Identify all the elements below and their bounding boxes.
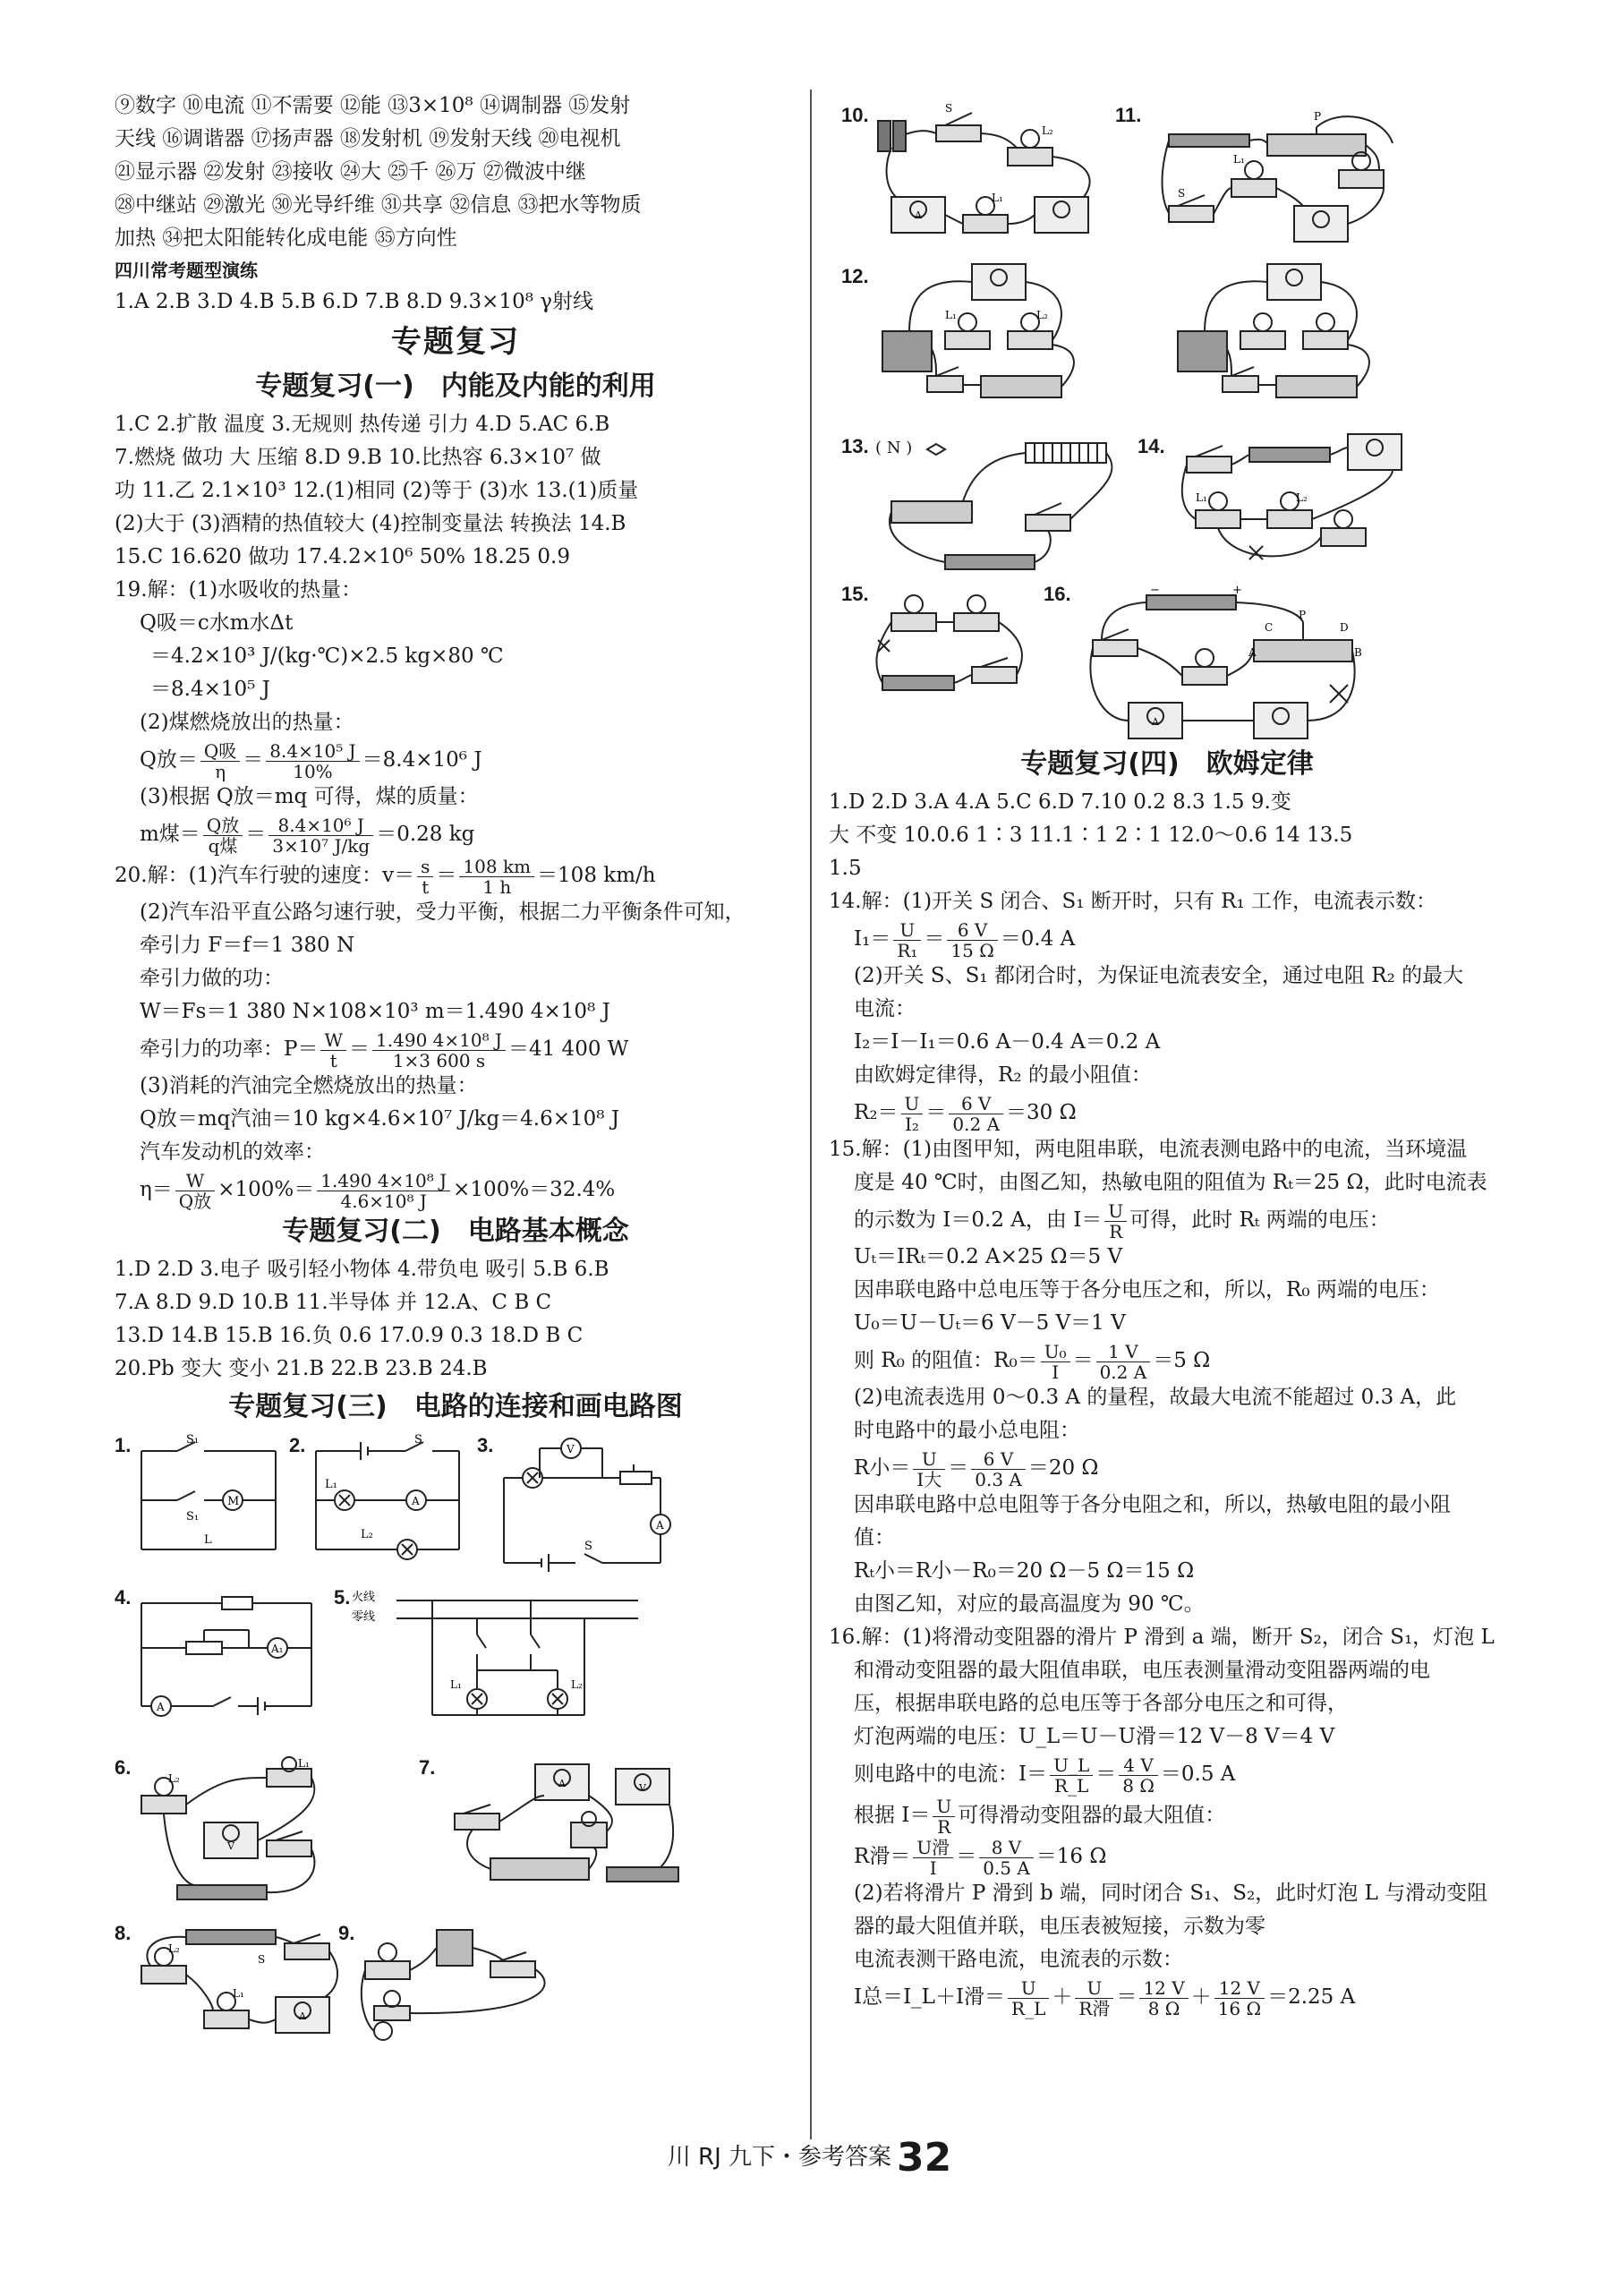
fig-label: 8. bbox=[115, 1922, 132, 1944]
svg-text:A: A bbox=[157, 1701, 165, 1713]
q14-line: I₂＝I－I₁＝0.6 A－0.4 A＝0.2 A bbox=[854, 1030, 1161, 1054]
s2-line: 20.Pb 变大 变小 21.B 22.B 23.B 24.B bbox=[115, 1357, 488, 1380]
s2-line: 1.D 2.D 3.电子 吸引轻小物体 4.带负电 吸引 5.B 6.B bbox=[115, 1258, 609, 1281]
svg-text:D: D bbox=[1340, 621, 1349, 634]
svg-text:V: V bbox=[227, 1840, 234, 1852]
svg-text:零线: 零线 bbox=[352, 1610, 376, 1624]
column-divider bbox=[810, 90, 812, 2139]
svg-text:L₂: L₂ bbox=[571, 1678, 583, 1691]
section-3-title: 专题复习(三) 电路的连接和画电路图 bbox=[228, 1391, 683, 1422]
page-footer bbox=[0, 2135, 1619, 2181]
physical-circuit-7 bbox=[437, 1760, 687, 1903]
circuit-diagram-1 bbox=[132, 1433, 285, 1563]
section-1-title: 专题复习(一) 内能及内能的利用 bbox=[255, 371, 656, 402]
sichuan-heading: 四川常考题型演练 bbox=[115, 260, 258, 281]
fig-label: 10. bbox=[841, 104, 869, 126]
physical-circuit-15 bbox=[873, 586, 1035, 721]
q15-line: (2)电流表选用 0～0.3 A 的量程，故最大电流不能超过 0.3 A，此 bbox=[854, 1386, 1457, 1409]
svg-text:L₁: L₁ bbox=[325, 1478, 337, 1491]
section-2-title: 专题复习(二) 电路基本概念 bbox=[282, 1216, 629, 1247]
fig-label: 9. bbox=[338, 1922, 355, 1944]
q14-head: 14.解：(1)开关 S 闭合、S₁ 断开时，只有 R₁ 工作，电流表示数： bbox=[829, 890, 1436, 913]
q15-line: 由图乙知，对应的最高温度为 90 ℃。 bbox=[854, 1592, 1205, 1616]
svg-text:V: V bbox=[567, 1443, 575, 1455]
intro-line: ⑨数字 ⑩电流 ⑪不需要 ⑫能 ⑬3×10⁸ ⑭调制器 ⑮发射 bbox=[115, 94, 631, 117]
svg-text:L₂: L₂ bbox=[1036, 309, 1048, 321]
big-title: 专题复习 bbox=[391, 324, 520, 360]
q19-formula: ＝4.2×10³ J/(kg·℃)×2.5 kg×80 ℃ bbox=[150, 644, 504, 668]
physical-circuit-8 bbox=[132, 1925, 347, 2042]
s1-line: 1.C 2.扩散 温度 3.无规则 热传递 引力 4.D 5.AC 6.B bbox=[115, 413, 610, 436]
svg-text:L₂: L₂ bbox=[1296, 491, 1308, 504]
sichuan-answers: 1.A 2.B 3.D 4.B 5.B 6.D 7.B 8.D 9.3×10⁸ γ射线 bbox=[115, 290, 593, 313]
svg-text:火线: 火线 bbox=[352, 1591, 376, 1604]
svg-text:L₂: L₂ bbox=[361, 1528, 373, 1541]
physical-circuit-14 bbox=[1178, 430, 1410, 582]
fig-label: 12. bbox=[841, 265, 869, 287]
q15-line: Uₜ＝IRₜ＝0.2 A×25 Ω＝5 V bbox=[854, 1245, 1123, 1268]
q16-line: 16.解：(1)将滑动变阻器的滑片 P 滑到 a 端，断开 S₂，闭合 S₁，灯泡 L bbox=[829, 1626, 1495, 1649]
q20-line: 牵引力做的功： bbox=[140, 967, 284, 990]
svg-text:L₁: L₁ bbox=[1196, 491, 1207, 504]
physical-circuit-9 bbox=[356, 1925, 571, 2042]
intro-line: 天线 ⑯调谐器 ⑰扬声器 ⑱发射机 ⑲发射天线 ⑳电视机 bbox=[115, 127, 621, 150]
q19-part3: (3)根据 Q放＝mq 可得，煤的质量： bbox=[140, 785, 479, 808]
svg-text:L₂: L₂ bbox=[168, 1942, 180, 1955]
q20-line: (2)汽车沿平直公路匀速行驶，受力平衡，根据二力平衡条件可知， bbox=[140, 900, 746, 924]
q15-line: 因串联电路中总电压等于各分电压之和，所以，R₀ 两端的电压： bbox=[854, 1278, 1440, 1302]
q19-formula: ＝8.4×10⁵ J bbox=[150, 678, 270, 701]
svg-text:S: S bbox=[258, 1953, 266, 1966]
q14-line: 由欧姆定律得，R₂ 的最小阻值： bbox=[854, 1063, 1152, 1087]
q20-line: 汽车发动机的效率： bbox=[140, 1140, 325, 1164]
q19-formula-frac: Q放＝ $\frac{\text{Q吸}}{\eta}$ ＝ $\frac{\text{8.4×10⁵ J}}{10\%}$ ＝8.4×10⁶ J bbox=[140, 739, 482, 782]
fig-label: 3. bbox=[477, 1434, 494, 1456]
q15-formula: R小＝ $\frac{U}{\text{I大}}$ ＝ $\frac{6 V}{0.3 A}$ ＝20 Ω bbox=[854, 1447, 1099, 1490]
switch-label: S₁ bbox=[186, 1510, 200, 1524]
q20-line: 牵引力 F＝f＝1 380 N bbox=[140, 934, 355, 957]
q14-formula: I₁＝ $\frac{U}{\text{R₁}}$ ＝ $\frac{6 V}{15 \Omega}$ ＝0.4 A bbox=[854, 918, 1076, 961]
q16-line: 和滑动变阻器的最大阻值串联，电压表测量滑动变阻器两端的电 bbox=[854, 1659, 1430, 1682]
fig-label: 1. bbox=[115, 1434, 132, 1456]
fig-label: 15. bbox=[841, 583, 869, 605]
circuit-diagram-4 bbox=[132, 1590, 329, 1724]
fig-label: 2. bbox=[289, 1434, 306, 1456]
intro-line: 加热 ㉞把太阳能转化成电能 ㉟方向性 bbox=[115, 226, 457, 250]
svg-text:A: A bbox=[1152, 716, 1159, 728]
q16-line: 电流表测干路电流，电流表的示数： bbox=[854, 1948, 1183, 1971]
q19-part2: (2)煤燃烧放出的热量： bbox=[140, 711, 354, 734]
q19-head: 19.解：(1)水吸收的热量： bbox=[115, 578, 362, 602]
s4-line: 大 不变 10.0.6 1∶3 11.1∶1 2∶1 12.0～0.6 14 13.5 bbox=[829, 824, 1353, 847]
fig13-prefix: ( N ) bbox=[875, 439, 913, 457]
q15-line: 值： bbox=[854, 1526, 895, 1549]
q15-line: Rₜ小＝R小－R₀＝20 Ω－5 Ω＝15 Ω bbox=[854, 1559, 1195, 1583]
fig-label: 14. bbox=[1138, 435, 1165, 457]
fig-label: 13. bbox=[841, 435, 869, 457]
svg-text:A: A bbox=[915, 209, 922, 221]
page-number: 32 bbox=[897, 2135, 952, 2181]
right-figures bbox=[829, 90, 1505, 743]
s1-line: 7.燃烧 做功 大 压缩 8.D 9.B 10.比热容 6.3×10⁷ 做 bbox=[115, 446, 601, 469]
fig-label: 4. bbox=[115, 1586, 132, 1609]
fig-label: 16. bbox=[1044, 583, 1071, 605]
physical-circuit-11 bbox=[1160, 107, 1402, 251]
left-column bbox=[115, 90, 797, 2037]
svg-text:S: S bbox=[414, 1433, 422, 1447]
s2-line: 13.D 14.B 15.B 16.负 0.6 17.0.9 0.3 18.D B C bbox=[115, 1324, 584, 1347]
q15-line: 15.解：(1)由图甲知，两电阻串联，电流表测电路中的电流，当环境温 bbox=[829, 1138, 1468, 1161]
q16-line: 压，根据串联电路的总电压等于各部分电压之和可得， bbox=[854, 1692, 1348, 1715]
motor-label: M bbox=[227, 1495, 240, 1508]
physical-circuit-6 bbox=[132, 1757, 347, 1903]
q16-formula: 则电路中的电流：I＝ $\frac{U\_L}{R\_L}$ ＝ $\frac{4 V}{8 \Omega}$ ＝0.5 A bbox=[854, 1754, 1236, 1797]
svg-text:L₂: L₂ bbox=[1042, 124, 1053, 137]
s1-line: 15.C 16.620 做功 17.4.2×10⁶ 50% 18.25 0.9 bbox=[115, 545, 570, 568]
q15-line: 因串联电路中总电阻等于各分电阻之和，所以，热敏电阻的最小阻 bbox=[854, 1493, 1451, 1516]
svg-text:A: A bbox=[1248, 646, 1257, 659]
svg-text:S: S bbox=[945, 102, 953, 115]
q20-line: Q放＝mq汽油＝10 kg×4.6×10⁷ J/kg＝4.6×10⁸ J bbox=[140, 1107, 620, 1131]
svg-text:B: B bbox=[1354, 646, 1362, 659]
fig-label: 7. bbox=[419, 1756, 436, 1779]
switch-label: S₁ bbox=[186, 1433, 200, 1447]
q15-line: 时电路中的最小总电阻： bbox=[854, 1419, 1080, 1442]
q14-line: 电流： bbox=[854, 997, 916, 1020]
physical-circuit-10 bbox=[873, 98, 1106, 251]
svg-text:A: A bbox=[299, 2010, 306, 2022]
svg-text:−: − bbox=[1150, 584, 1160, 597]
physical-circuit-13 bbox=[873, 439, 1133, 582]
physical-circuit-12a bbox=[873, 260, 1169, 412]
svg-text:L₁: L₁ bbox=[450, 1678, 462, 1691]
circuit-diagram-3 bbox=[495, 1438, 674, 1572]
svg-text:V: V bbox=[639, 1782, 646, 1794]
svg-text:S: S bbox=[1178, 187, 1186, 200]
fig-label: 6. bbox=[115, 1756, 132, 1779]
svg-text:L₁: L₁ bbox=[945, 309, 957, 321]
s1-line: 功 11.乙 2.1×10³ 12.(1)相同 (2)等于 (3)水 13.(1)质量 bbox=[115, 479, 639, 502]
fig-label: 11. bbox=[1115, 104, 1142, 126]
q16-line: 器的最大阻值并联，电压表被短接，示数为零 bbox=[854, 1915, 1265, 1938]
q20-line: W＝Fs＝1 380 N×108×10³ m＝1.490 4×10⁸ J bbox=[140, 1000, 610, 1023]
q16-formula: R滑＝ $\frac{\text{U滑}}{I}$ ＝ $\frac{8 V}{0.5 A}$ ＝16 Ω bbox=[854, 1836, 1107, 1879]
q20-efficiency: η＝ $\frac{W}{\text{Q放}}$ ×100%＝ $\frac{\text{1.490 4×10⁸ J}}{\text{4.6×10⁸ J}}$ ×100%＝32.4% bbox=[140, 1169, 616, 1212]
q16-formula: I总＝I_L＋I滑＝ $\frac{U}{R\_L}$ ＋ $\frac{U}{\text{R滑}}$ ＝ $\frac{12 V}{8 \Omega}$ ＋ $\frac{12 V}{16 \Omega}$ ＝2.25 A bbox=[854, 1976, 1356, 2019]
physical-circuit-16 bbox=[1075, 586, 1370, 747]
q16-line: (2)若将滑片 P 滑到 b 端，同时闭合 S₁、S₂，此时灯泡 L 与滑动变阻 bbox=[854, 1882, 1488, 1905]
q15-line: 度是 40 ℃时，由图乙知，热敏电阻的阻值为 Rₜ＝25 Ω，此时电流表 bbox=[854, 1171, 1487, 1194]
q20-head: 20.解：(1)汽车行驶的速度：v＝ $\frac{s}{t}$ ＝ $\frac{108 km}{1 h}$ ＝108 km/h bbox=[115, 855, 656, 898]
svg-text:L₂: L₂ bbox=[168, 1772, 180, 1785]
section-3-figures bbox=[115, 1429, 797, 2037]
svg-text:L₁: L₁ bbox=[233, 1987, 244, 2000]
q15-formula: 则 R₀ 的阻值：R₀＝ $\frac{\text{U₀}}{I}$ ＝ $\frac{1 V}{0.2 A}$ ＝5 Ω bbox=[854, 1340, 1211, 1383]
svg-text:A: A bbox=[412, 1495, 420, 1507]
footer-text: 川 RJ 九下・参考答案 bbox=[667, 2144, 892, 2171]
svg-text:+: + bbox=[1232, 584, 1242, 597]
q14-formula: R₂＝ $\frac{U}{\text{I₂}}$ ＝ $\frac{6 V}{0.2 A}$ ＝30 Ω bbox=[854, 1092, 1077, 1135]
s1-line: (2)大于 (3)酒精的热值较大 (4)控制变量法 转换法 14.B bbox=[115, 512, 626, 535]
svg-text:A: A bbox=[558, 1778, 566, 1789]
svg-text:A: A bbox=[656, 1519, 664, 1532]
svg-text:P: P bbox=[1299, 609, 1307, 621]
right-column bbox=[829, 90, 1505, 2018]
section-4-title: 专题复习(四) 欧姆定律 bbox=[1020, 748, 1314, 780]
svg-text:L₁: L₁ bbox=[992, 192, 1003, 204]
svg-text:C: C bbox=[1265, 621, 1274, 634]
q15-line: 的示数为 I＝0.2 A，由 I＝ $\frac{U}{R}$ 可得，此时 Rₜ 两端的电压： bbox=[854, 1199, 1390, 1242]
svg-text:L₁: L₁ bbox=[1233, 153, 1245, 166]
lamp-label: L bbox=[204, 1533, 212, 1547]
q19-formula-frac: m煤＝ $\frac{\text{Q放}}{\text{q煤}}$ ＝ $\frac{\text{8.4×10⁶ J}}{\text{3×10⁷ J/kg}}$ ＝0.28 kg bbox=[140, 814, 475, 857]
s4-line: 1.D 2.D 3.A 4.A 5.C 6.D 7.10 0.2 8.3 1.5 9.变 bbox=[829, 790, 1291, 814]
s4-line: 1.5 bbox=[829, 857, 862, 880]
svg-text:P: P bbox=[1314, 110, 1322, 123]
circuit-diagram-5 bbox=[352, 1590, 647, 1724]
svg-text:A₁: A₁ bbox=[271, 1643, 284, 1655]
svg-text:L₁: L₁ bbox=[298, 1757, 310, 1770]
fig-label: 5. bbox=[334, 1586, 351, 1609]
svg-text:S: S bbox=[584, 1540, 592, 1553]
q14-line: (2)开关 S、S₁ 都闭合时，为保证电流表安全，通过电阻 R₂ 的最大 bbox=[854, 964, 1464, 987]
q16-formula: 根据 I＝ $\frac{U}{R}$ 可得滑动变阻器的最大阻值： bbox=[854, 1795, 1226, 1838]
physical-circuit-12b bbox=[1169, 260, 1428, 412]
q20-line: (3)消耗的汽油完全燃烧放出的热量： bbox=[140, 1074, 478, 1097]
q20-power: 牵引力的功率：P＝ $\frac{W}{t}$ ＝ $\frac{\text{1.490 4×10⁸ J}}{1\times 3 600 s}$ ＝41 400 W bbox=[140, 1029, 629, 1071]
circuit-diagram-2 bbox=[307, 1433, 468, 1563]
s2-line: 7.A 8.D 9.D 10.B 11.半导体 并 12.A、C B C bbox=[115, 1291, 552, 1314]
intro-line: ㉘中继站 ㉙激光 ㉚光导纤维 ㉛共享 ㉜信息 ㉝把水等物质 bbox=[115, 193, 642, 217]
intro-line: ㉑显示器 ㉒发射 ㉓接收 ㉔大 ㉕千 ㉖万 ㉗微波中继 bbox=[115, 160, 586, 184]
q15-line: U₀＝U－Uₜ＝6 V－5 V＝1 V bbox=[854, 1311, 1126, 1335]
q19-formula: Q吸＝c水m水Δt bbox=[140, 611, 294, 635]
q16-line: 灯泡两端的电压：U_L＝U－U滑＝12 V－8 V＝4 V bbox=[854, 1725, 1335, 1748]
